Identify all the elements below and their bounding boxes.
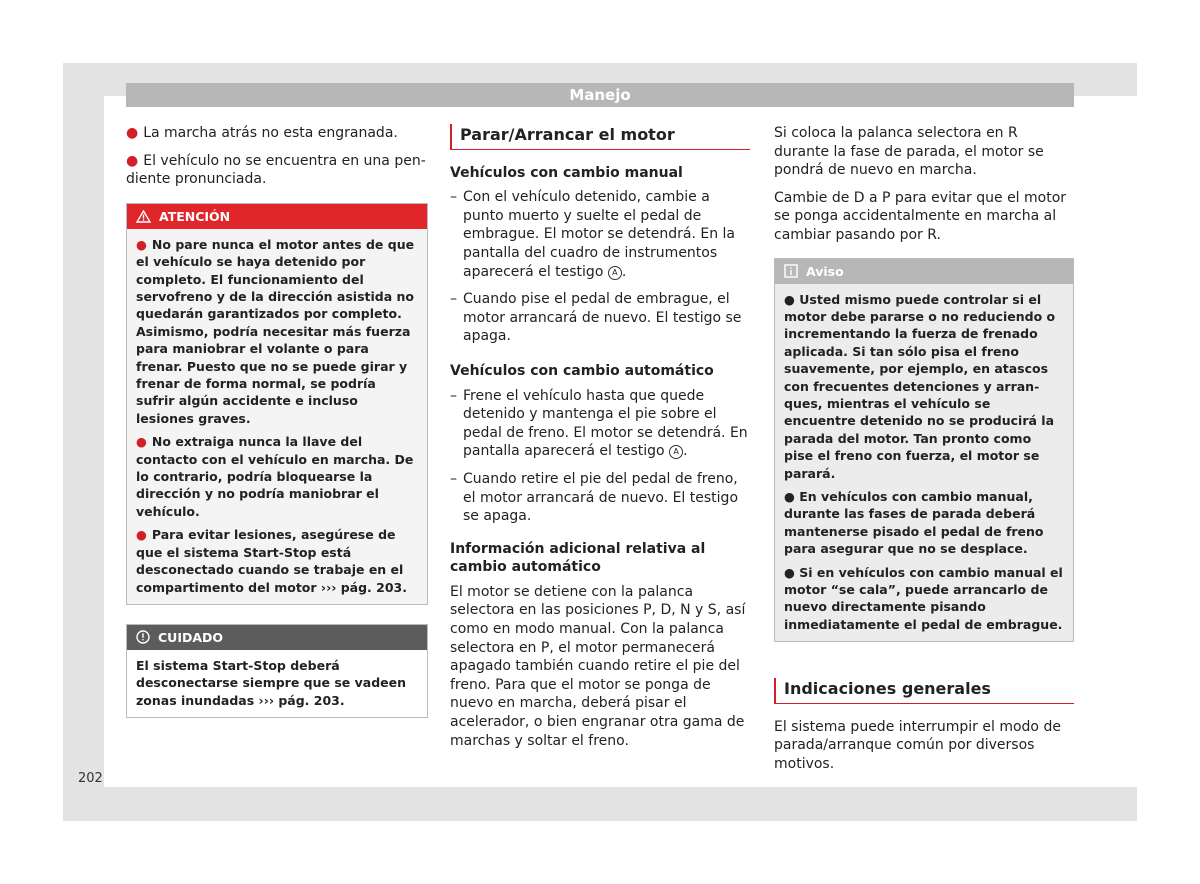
- list-item: ● La marcha atrás no esta engranada.: [126, 125, 398, 141]
- note-header: [775, 259, 1073, 284]
- body-paragraph: Si coloca la palanca selectora en R durante la fase de parada, el motor se pondrá de nuevo en marcha.: [774, 125, 1044, 179]
- caution-header: [127, 625, 427, 650]
- body-paragraph: El motor se detiene con la palanca selectora en las posiciones P, D, N y S, así como en modo manual. Con la palanca selectora en P, el motor permanecerá apagado también cuando retire el pie del freno. Para que el motor se ponga de nuevo en marcha, deberá pisar el acelerador, o bien engranar otra gama de marchas y soltar el freno.: [450, 583, 746, 749]
- subsection-title: Vehículos con cambio automático: [450, 362, 714, 379]
- list-item: ● Si en vehículos con cambio manual el motor “se cala”, puede arrancarlo de nuevo directamente pisando inmediatamente el pedal de embrague.: [784, 564, 1063, 632]
- indicator-a-icon: A: [669, 445, 683, 459]
- list-item: – Con el vehículo detenido, cambie a punto muerto y suelte el pedal de embrague. El motor se detendrá. En la pantalla del cuadro de instrumentos aparecerá el testigo A .: [450, 189, 735, 280]
- indicator-a-icon: A: [608, 266, 622, 280]
- chapter-header: Manejo: [126, 83, 1074, 107]
- warning-header: [127, 204, 427, 229]
- warning-box: [126, 203, 428, 605]
- note-body: [775, 284, 1073, 642]
- subsection-title: Vehículos con cambio manual: [450, 164, 683, 181]
- warning-triangle-icon: [136, 210, 151, 223]
- list-item: ● No pare nunca el motor antes de que el vehículo se haya detenido por completo. El funcionamiento del servofreno y de la dirección asistida no quedarán garantizados por completo. Asimismo, podría necesitar más fuerza para maniobrar el volante o para frenar. Puesto que no se puede girar y frenar de forma normal, se podría sufrir algún accidente e incluso lesiones graves.: [136, 236, 415, 426]
- page-reference-link[interactable]: ››› pág. 203.: [320, 579, 407, 595]
- note-box: [774, 258, 1074, 643]
- subsection-title: Información adicional relativa al cambio automático: [450, 540, 706, 576]
- page-reference-link[interactable]: ››› pág. 203.: [258, 692, 345, 708]
- body-paragraph: Cambie de D a P para evitar que el motor se ponga accidentalmente en marcha al cambiar pasando por R.: [774, 189, 1067, 243]
- column-3: [774, 124, 1074, 783]
- warning-body: [127, 229, 427, 604]
- caution-title: CUIDADO: [158, 629, 224, 645]
- bullet-icon: ●: [136, 236, 147, 252]
- column-1: [126, 124, 428, 718]
- column-2: [450, 124, 750, 759]
- bullet-icon: ●: [126, 152, 139, 169]
- body-paragraph: El sistema puede interrumpir el modo de parada/arranque común por diversos motivos.: [774, 718, 1061, 773]
- list-item: ● En vehículos con cambio manual, durante las fases de parada deberá mantenerse pisado el pedal de freno para asegurar que no se desplace.: [784, 489, 1044, 557]
- warning-title: ATENCIÓN: [159, 208, 231, 224]
- bullet-icon: ●: [136, 527, 147, 543]
- note-title: Aviso: [806, 263, 844, 279]
- list-item: – Frene el vehículo hasta que quede detenido y mantenga el pie sobre el pedal de freno. El motor se detendrá. En pantalla aparecerá el testigo A .: [450, 387, 748, 460]
- exclamation-circle-icon: [136, 630, 150, 644]
- list-item: – Cuando pise el pedal de embrague, el motor arrancará de nuevo. El testigo se apaga.: [450, 291, 742, 345]
- section-title: Parar/Arrancar el motor: [450, 124, 750, 150]
- list-item: ● No extraiga nunca la llave del contacto con el vehículo en marcha. De lo contrario, podría bloquearse la dirección y no podría maniobrar el vehículo.: [136, 434, 414, 519]
- caution-box: [126, 624, 428, 718]
- section-title: Indicaciones generales: [774, 678, 1074, 704]
- list-item: ● Usted mismo puede controlar si el motor debe pararse o no reduciendo o incrementando la fuerza de frenado aplicada. Si tan sólo pisa el freno suavemente, por ejemplo, en atascos con frecuentes detenciones y arranques, mientras el vehículo se encuentre detenido no se producirá la parada del motor. Tan pronto como pise el freno con fuerza, el motor se parará.: [784, 291, 1056, 481]
- list-item: – Cuando retire el pie del pedal de freno, el motor arrancará de nuevo. El testigo se apaga.: [450, 470, 739, 525]
- page-number: 202: [78, 771, 103, 786]
- list-item: ● El vehículo no se encuentra en una pendiente pronunciada.: [126, 152, 426, 188]
- list-item: ● Para evitar lesiones, asegúrese de que el sistema Start-Stop está desconectado cuando se trabaje en el compartimento del motor ››› pág. 203.: [136, 527, 407, 595]
- caution-body: El sistema Start-Stop deberá desconectarse siempre que se vadeen zonas inundadas ››› pág. 203.: [127, 650, 427, 717]
- bullet-icon: ●: [126, 125, 139, 141]
- info-icon: [784, 264, 798, 278]
- bullet-icon: ●: [136, 434, 147, 450]
